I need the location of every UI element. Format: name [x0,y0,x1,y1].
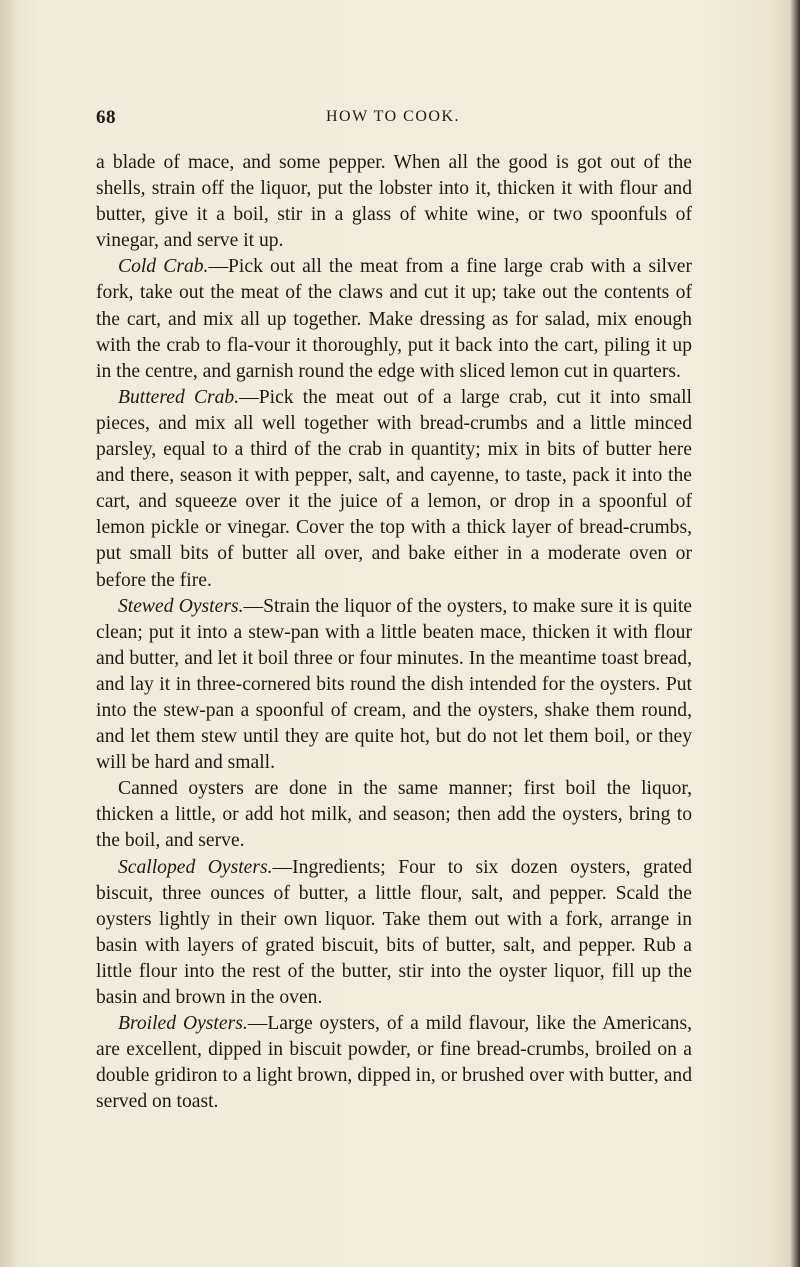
page-number: 68 [96,107,116,128]
page-header [96,107,690,133]
recipe-scalloped-oysters [96,855,692,1012]
page-left-shadow [0,0,18,1267]
recipe-heading: Scalloped Oysters. [118,856,273,878]
page-right-edge [790,0,800,1267]
paragraph-canned-oysters [96,776,692,854]
recipe-heading: Broiled Oysters. [118,1013,248,1035]
paragraph-text: —Large oysters, of a mild flavour, like the Americans, are excellent, dipped in biscuit powder, or fine bread-crumbs, broiled on a double gridiron to a light brown, dipped in, or brushed over with butter, and served on toast. [96,1013,692,1113]
recipe-cold-crab [96,254,692,384]
running-head: HOW TO COOK. [325,108,460,125]
paragraph-lobster-continued [96,150,692,254]
recipe-stewed-oysters [96,594,692,777]
paragraph-text: —Ingredients; Four to six dozen oysters, grated biscuit, three ounces of butter, a little flour, salt, and pepper. Scald the oysters lightly in their own liquor. Take them out with a fork, arrange in basin with layers of grated biscuit, bits of butter, salt, and pepper. Rub a little flour into the rest of the butter, stir into the oyster liquor, fill up the basin and brown in the oven. [96,856,692,1008]
paragraph-text: —Strain the liquor of the oysters, to make sure it is quite clean; put it into a stew-pan with a little beaten mace, thicken it with flour and butter, and let it boil three or four minutes. In the meantime toast bread, and lay it in three-cornered bits round the dish intended for the oysters. Put into the stew-pan a spoonful of cream, and the oysters, shake them round, and let them stew until they are quite hot, but do not let them boil, or they will be hard and small. [96,595,692,774]
recipe-heading: Cold Crab. [118,256,209,278]
recipe-broiled-oysters [96,1011,692,1115]
paragraph-text: Canned oysters are done in the same manner; first boil the liquor, thicken a little, or add hot milk, and season; then add the oysters, bring to the boil, and serve. [96,778,692,852]
recipe-buttered-crab [96,385,692,594]
recipe-heading: Buttered Crab. [118,386,240,408]
recipe-heading: Stewed Oysters. [118,595,244,617]
paragraph-text: a blade of mace, and some pepper. When all the good is got out of the shells, strain off the liquor, put the lobster into it, thicken it with flour and butter, give it a boil, stir in a glass of white wine, or two spoonfuls of vinegar, and serve it up. [96,152,692,252]
recipe-text [96,150,692,1115]
paragraph-text: —Pick the meat out of a large crab, cut it into small pieces, and mix all well together with bread-crumbs and a little minced parsley, equal to a third of the crab in quantity; mix in bits of butter here and there, season it with pepper, salt, and cayenne, to taste, pack it into the cart, and squeeze over it the juice of a lemon, or drop in a spoonful of lemon pickle or vinegar. Cover the top with a thick layer of bread-crumbs, put small bits of butter all over, and bake either in a moderate oven or before the fire. [96,386,693,591]
paragraph-text: —Pick out all the meat from a fine large crab with a silver fork, take out the meat of the claws and cut it up; take out the contents of the cart, and mix all up together. Make dressing as for salad, mix enough with the crab to fla-vour it thoroughly, put it back into the cart, piling it up in the centre, and garnish round the edge with sliced lemon cut in quarters. [96,256,692,382]
